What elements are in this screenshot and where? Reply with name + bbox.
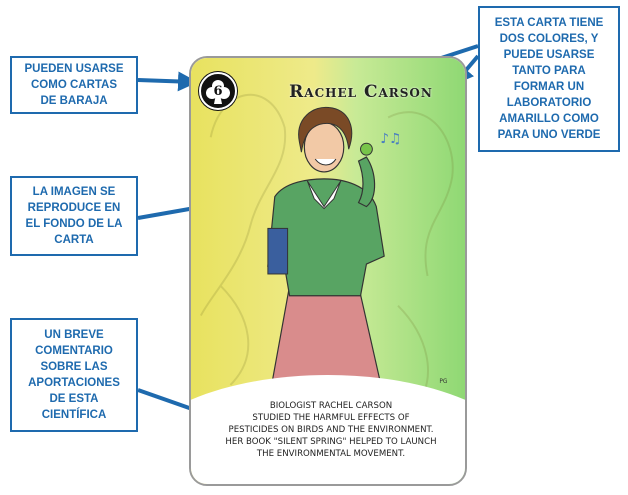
bio-line: THE ENVIRONMENTAL MOVEMENT. (256, 449, 406, 459)
callout-two-colors: ESTA CARTA TIENE DOS COLORES, Y PUEDE USARSE TANTO PARA FORMAR UN LABORATORIO AMARILLO COMO PARA UNO VERDE (478, 6, 620, 152)
callout-background-image: LA IMAGEN SE REPRODUCE EN EL FONDO DE LA CARTA (10, 176, 138, 256)
books (268, 228, 288, 274)
bio-line: PESTICIDES ON BIRDS AND THE ENVIRONMENT. (228, 425, 434, 435)
callout-deck-cards: PUEDEN USARSE COMO CARTAS DE BARAJA (10, 56, 138, 114)
bio-line: HER BOOK "SILENT SPRING" HELPED TO LAUNCH (225, 437, 437, 447)
music-notes: ♪♫ (380, 131, 402, 148)
arrow-to-suit (138, 80, 194, 82)
callout-short-comment: UN BREVE COMENTARIO SOBRE LAS APORTACIONES DE ESTA CIENTÍFICA (10, 318, 138, 432)
bio-line: STUDIED THE HARMFUL EFFECTS OF (252, 413, 410, 423)
artist-signature: PG (439, 378, 448, 385)
scientist-card[interactable] (189, 56, 467, 486)
scientist-name: Rachel Carson (289, 82, 433, 102)
suit-number: 6 (213, 83, 223, 99)
bird (361, 143, 373, 155)
bio-line: BIOLOGIST RACHEL CARSON (269, 401, 393, 411)
suit-badge (199, 72, 237, 110)
bio-text (205, 400, 457, 460)
